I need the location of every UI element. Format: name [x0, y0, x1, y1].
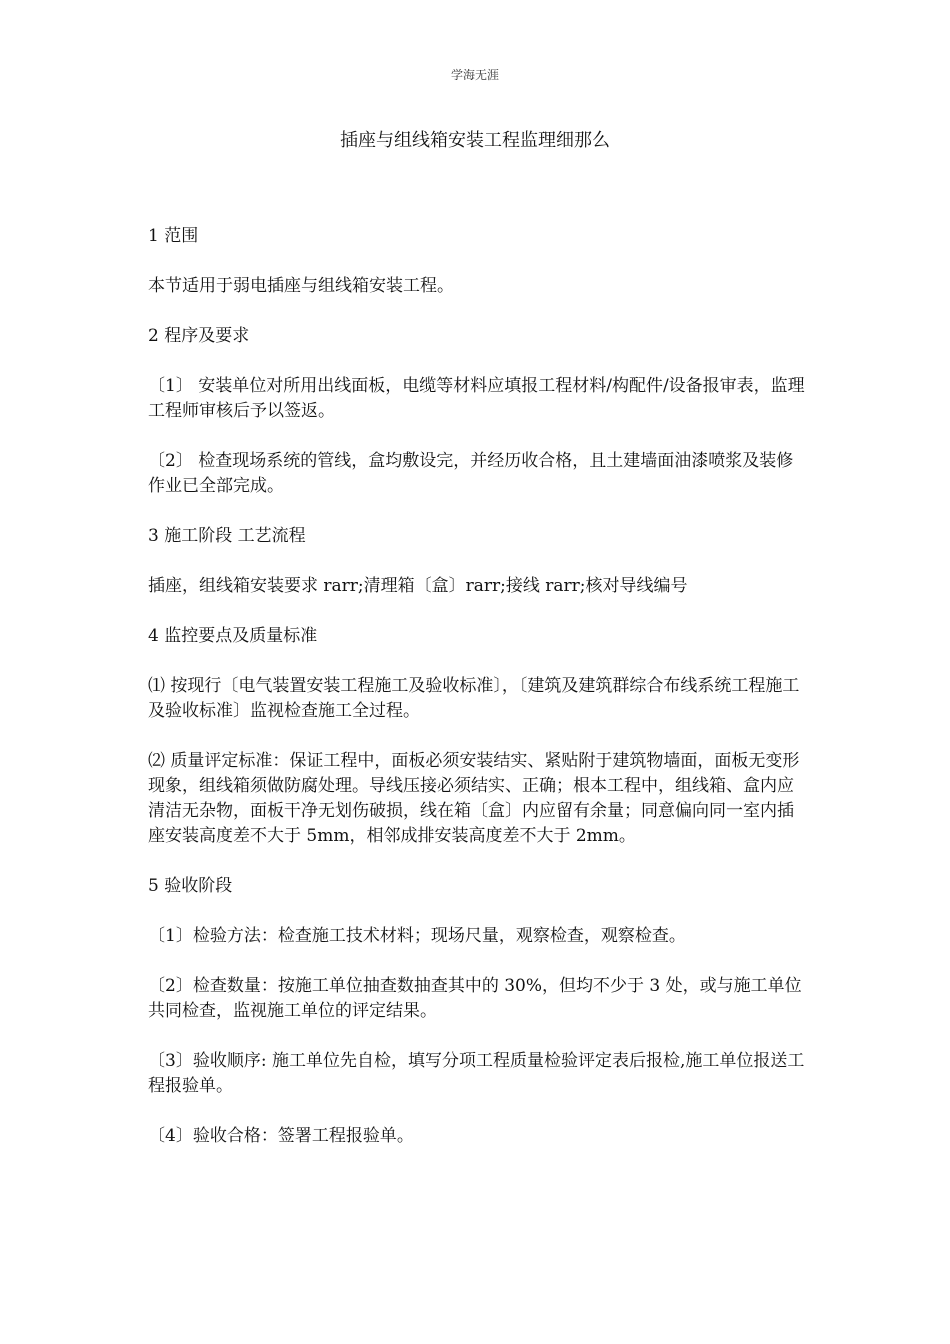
page-header: 学海无涯: [450, 68, 499, 82]
section-heading-scope: 1 范围: [148, 226, 199, 246]
paragraph: 〔1〕检验方法：检查施工技术材料；现场尺量，观察检查，观察检查。: [148, 926, 686, 946]
paragraph: 本节适用于弱电插座与组线箱安装工程。: [148, 276, 454, 296]
section-heading-monitoring: 4 监控要点及质量标准: [148, 626, 318, 646]
section-heading-procedure: 2 程序及要求: [148, 326, 250, 346]
paragraph: 〔1〕 安装单位对所用出线面板，电缆等材料应填报工程材料/构配件/设备报审表，监理工程师审核后予以签返。: [148, 376, 805, 421]
paragraph: 〔3〕验收顺序: 施工单位先自检，填写分项工程质量检验评定表后报检,施工单位报送工程报验单。: [148, 1051, 805, 1096]
paragraph: 〔2〕 检查现场系统的管线，盒均敷设完，并经历收合格，且土建墙面油漆喷浆及装修作业已全部完成。: [148, 451, 794, 496]
document-title: 插座与组线箱安装工程监理细那么: [340, 130, 610, 151]
paragraph: 插座，组线箱安装要求 rarr;清理箱〔盒〕rarr;接线 rarr;核对导线编号: [148, 576, 688, 596]
document-body: [148, 224, 808, 1174]
section-heading-construction: 3 施工阶段 工艺流程: [148, 526, 306, 546]
paragraph: 〔4〕验收合格：签署工程报验单。: [148, 1126, 414, 1146]
paragraph: ⑵ 质量评定标准：保证工程中，面板必须安装结实、紧贴附于建筑物墙面，面板无变形现象，组线箱须做防腐处理。导线压接必须结实、正确；根本工程中，组线箱、盒内应清洁无杂物，面板干净无划伤破损，线在箱〔盒〕内应留有余量；同意偏向同一室内插座安装高度差不大于 5mm，相邻成排安装高度差不大于 2mm。: [148, 751, 800, 846]
paragraph: ⑴ 按现行〔电气装置安装工程施工及验收标准〕，〔建筑及建筑群综合布线系统工程施工及验收标准〕监视检查施工全过程。: [148, 676, 800, 721]
paragraph: 〔2〕检查数量：按施工单位抽查数抽查其中的 30%，但均不少于 3 处，或与施工单位共同检查，监视施工单位的评定结果。: [148, 976, 802, 1021]
section-heading-acceptance: 5 验收阶段: [148, 876, 233, 896]
